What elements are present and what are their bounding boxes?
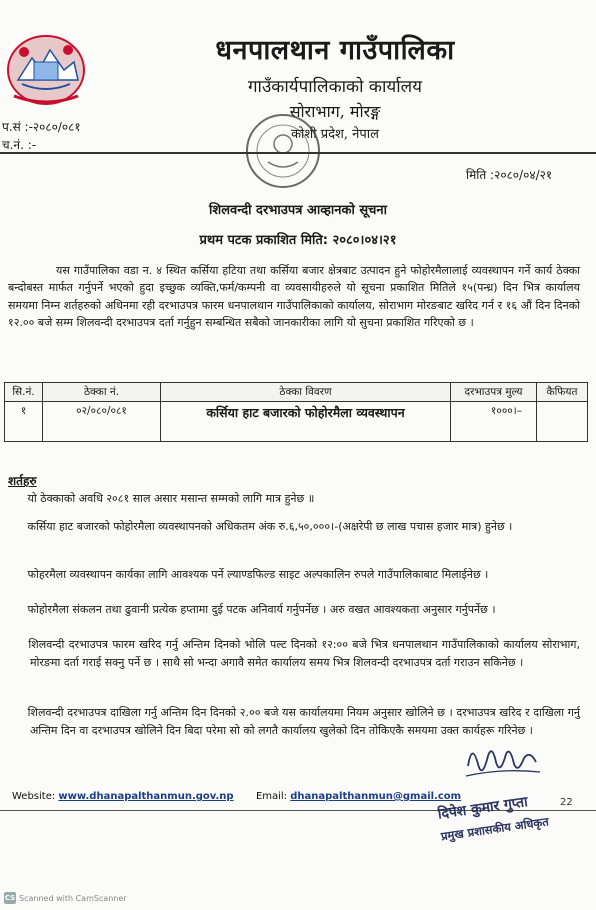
condition-number [8, 514, 24, 540]
condition-item [8, 704, 580, 740]
municipality-emblem-icon [4, 28, 88, 108]
condition-item [8, 514, 580, 540]
column-header-description: ठेक्का विवरण [161, 383, 451, 402]
cell-contract-no: ०२/०८०/०८१ [43, 402, 161, 442]
cell-remarks [537, 402, 588, 442]
column-header-price: दरभाउपत्र मुल्य [451, 383, 537, 402]
condition-text: शिलवन्दी दरभाउपत्र फारम खरिद गर्नु अन्तिम दिनको भोलि पल्ट दिनको १२:०० बजे भित्र धनपालथान गाउँपालिकाको कार्यालय सोराभाग, मोरङमा दर्ता गराई सक्नु पर्ने छ । साथै सो भन्दा अगावै समेत कार्यालय समय भित्र शिलवन्दी दरभाउपत्र दर्ता गराउन सकिनेछ । [28, 638, 580, 669]
condition-number [8, 636, 24, 654]
cell-description: कर्सिया हाट बजारको फोहोरमैला व्यवस्थापन [161, 402, 451, 442]
condition-text: फोहोरमैला संकलन तथा ढुवानी प्रत्येक हप्तामा दुई पटक अनिवार्य गर्नुपर्नेछ । अरु वखत आवश्यकता अनुसार गर्नुपर्नेछ । [27, 603, 496, 616]
header-divider [0, 152, 596, 154]
condition-item [8, 490, 580, 508]
condition-text: कर्सिया हाट बजारको फोहोरमैला व्यवस्थापनको अधिकतम अंक रु.६,५०,०००।-(अक्षरेपी छ लाख पचास हजार मात्र) हुनेछ । [27, 520, 513, 533]
office-address: सोराभाग, मोरङ्ग [289, 102, 381, 121]
reference-number: प.सं :-२०८०/०८१ [2, 120, 81, 134]
officer-name: दिपेश कुमार गुप्ता [436, 794, 529, 823]
scanner-text: Scanned with CamScanner [19, 893, 127, 903]
scanner-watermark [4, 892, 127, 904]
column-header-serial: सि.नं. [5, 383, 43, 402]
notice-body: यस गाउँपालिका वडा न. ४ स्थित कर्सिया हटिया तथा कर्सिया बजार क्षेत्रबाट उत्पादन हुने फोहोरमैलालाई व्यवस्थापन गर्ने कार्य ठेक्का बन्दोबस्त मार्फत गर्नुपर्ने भएको हुदा इच्छुक व्यक्ति,फर्म/कम्पनी वा व्यवसायीहरुले यो सूचना प्रकाशित मितिले १५(पन्ध्र) दिन भित्र कार्यालय समयमा निम्न शर्तहरुको अधिनमा रही दरभाउपत्र फारम धनपालथान गाउँपालिकाको कार्यालय, सोराभाग मोरङबाट खरिद गर्न र १६ औं दिन दिनको १२.०० बजे सम्म शिलवन्दी दरभाउपत्र दर्ता गर्नुहुन सम्बन्धित सबैको जानकारीका लागि यो सुचना प्रकाशित गरिएको छ । [8, 264, 580, 330]
notice-date: मिति :२०८०/०४/२१ [466, 168, 553, 182]
condition-number [8, 601, 24, 619]
email-link[interactable]: dhanapalthanmun@gmail.com [290, 791, 462, 802]
website-label: Website: [12, 791, 56, 802]
website-link[interactable]: www.dhanapalthanmun.gov.np [58, 791, 234, 802]
footer-contact [12, 791, 461, 802]
condition-item [8, 601, 580, 619]
condition-item [8, 566, 580, 584]
office-stamp-icon [238, 108, 328, 194]
table-header-row [5, 383, 588, 402]
notice-title: शिलवन्दी दरभाउपत्र आव्हानको सूचना [208, 203, 388, 218]
condition-item [8, 636, 580, 672]
conditions-heading: शर्तहरु [8, 474, 37, 488]
office-name: गाउँकार्यपालिकाको कार्यालय [247, 77, 423, 97]
camscanner-icon: CS [4, 894, 16, 902]
signature-icon [462, 736, 542, 786]
condition-text: फोहरमैला व्यवस्थापन कार्यका लागि आवश्यक पर्ने ल्याण्डफिल्ड साइट अल्पकालिन रुपले गाउँपालिकाबाट मिलाईनेछ । [27, 568, 489, 581]
email-label: Email: [255, 791, 288, 802]
cell-price: १०००।– [451, 402, 537, 442]
condition-number [8, 704, 24, 722]
municipality-name: धनपालथान गाउँपालिका [215, 35, 455, 66]
officer-post: प्रमुख प्रशासकीय अधिकृत [440, 814, 550, 844]
province-line: कोशी प्रदेश, नेपाल [291, 127, 379, 142]
column-header-contract-no: ठेक्का नं. [43, 383, 161, 402]
page-number: 22 [560, 797, 573, 808]
condition-number [8, 566, 24, 584]
condition-text: यो ठेक्काको अवधि २०८१ साल असार मसान्त सम्मको लागि मात्र हुनेछ ॥ [27, 492, 315, 505]
cell-serial: १ [5, 402, 43, 442]
condition-text: शिलवन्दी दरभाउपत्र दाखिला गर्नु अन्तिम दिन दिनको २.०० बजे यस कार्यालयमा नियम अनुसार खोलिने छ । दरभाउपत्र खरिद र दाखिला गर्नु अन्तिम दिन वा दरभाउपत्र खोलिने दिन बिदा परेमा सो को लगतै कार्यालय खुलेको दिन तोकिएकै समयमा उक्त कार्यहरू गरिनेछ । [27, 706, 580, 737]
dispatch-number: च.नं. :- [2, 138, 37, 152]
tender-table [4, 382, 588, 442]
table-row [5, 402, 588, 442]
condition-number [8, 490, 24, 508]
publish-date-line: प्रथम पटक प्रकाशित मिति: २०८०।०४।२१ [199, 233, 397, 248]
column-header-remarks: कैफियत [537, 383, 588, 402]
